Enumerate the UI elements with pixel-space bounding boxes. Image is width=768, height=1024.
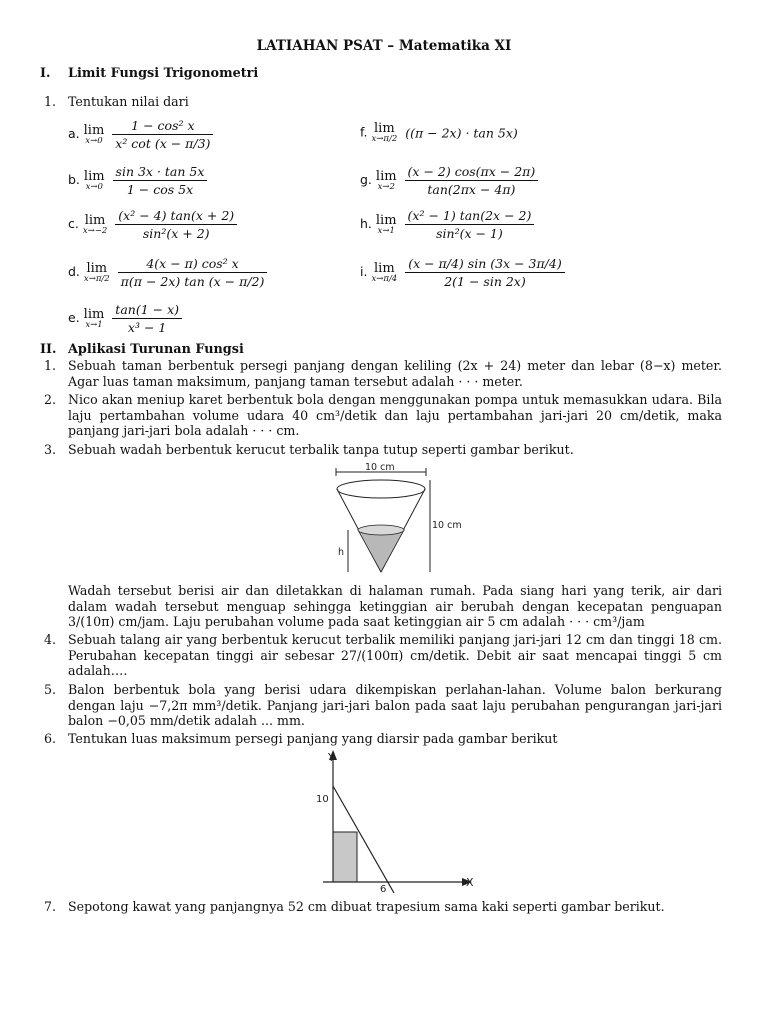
- problem-text: Sebuah talang air yang berbentuk kerucut terbalik memiliki panjang jari-jari 12 cm dan tinggi 18 cm. Perubahan kecepatan tinggi air sebesar 27/(100π) cm/detik. Debit air saat mencapai tinggi 5 cm adalah….: [68, 632, 722, 678]
- lim-word: lim: [83, 122, 105, 138]
- water-region: [358, 530, 404, 572]
- limit-label: e.: [68, 310, 80, 325]
- lim-word: lim: [375, 168, 397, 184]
- limit-numerator: (x − 2) cos(πx − 2π): [405, 164, 539, 181]
- limit-item-d: [68, 256, 267, 289]
- lim-word: lim: [86, 260, 108, 276]
- problem-text: Tentukan luas maksimum persegi panjang yang diarsir pada gambar berikut: [68, 731, 558, 746]
- limit-denominator: 1 − cos 5x: [126, 182, 194, 197]
- water-height-label: h: [338, 547, 345, 558]
- limit-numerator: (x² − 4) tan(x + 2): [115, 208, 237, 225]
- shaded-rectangle: [333, 832, 357, 882]
- limit-numerator: sin 3x · tan 5x: [113, 164, 208, 181]
- limit-denominator: x³ − 1: [127, 320, 167, 335]
- x-intercept-label: 6: [380, 884, 387, 895]
- problem-number: 6.: [44, 731, 57, 746]
- limit-numerator: 4(x − π) cos² x: [118, 256, 268, 273]
- problem-number: 2.: [44, 392, 57, 407]
- limit-numerator: tan(1 − x): [112, 302, 182, 319]
- limit-item-a: [68, 118, 213, 151]
- page-title: LATIAHAN PSAT – Matematika XI: [256, 38, 512, 54]
- lim-word: lim: [374, 260, 395, 276]
- problem-text: Nico akan meniup karet berbentuk bola dengan menggunakan pompa untuk memasukkan udara. Bila laju pertambahan volume udara 40 cm³/detik dan laju pertambahan jari-jari 20 cm/detik, maka panjang jari-jari bola adalah · · · cm.: [68, 392, 722, 438]
- limit-label: g.: [360, 172, 372, 187]
- limit-item-f: [360, 122, 518, 144]
- lim-sub: x→1: [85, 319, 103, 330]
- problem-number: 5.: [44, 682, 57, 697]
- problem-text: Balon berbentuk bola yang berisi udara dikempiskan perlahan-lahan. Volume balon berkurang dengan laju −7,2π mm³/detik. Panjang jari-jari balon pada saat laju perubahan pengurangan jari-jari balon −0,05 mm/detik adalah ... mm.: [68, 682, 722, 728]
- limit-numerator: (x − π/4) sin (3x − 3π/4): [405, 256, 565, 273]
- limit-numerator: 1 − cos² x: [112, 118, 213, 135]
- cone-figure: [330, 460, 470, 580]
- y-axis-label: Y: [328, 751, 335, 764]
- lim-sub: x→π/2: [83, 273, 110, 284]
- x-axis-label: X: [466, 876, 474, 889]
- problem-number: 3.: [44, 442, 57, 457]
- lim-sub: x→−2: [82, 225, 108, 236]
- question-1-number: 1.: [44, 94, 57, 109]
- limit-label: b.: [68, 172, 80, 187]
- problem-number: 1.: [44, 358, 57, 373]
- graph-figure: [308, 748, 488, 896]
- limit-denominator: tan(2πx − 4π): [427, 182, 516, 197]
- limit-label: d.: [68, 264, 80, 279]
- lim-sub: x→π/4: [371, 273, 398, 284]
- lim-word: lim: [83, 168, 105, 184]
- y-intercept-label: 10: [316, 794, 329, 805]
- lim-word: lim: [375, 212, 397, 228]
- problem-number: 7.: [44, 899, 57, 914]
- limit-denominator: π(π − 2x) tan (x − π/2): [120, 274, 265, 289]
- limit-item-g: [360, 164, 538, 197]
- lim-sub: x→π/2: [371, 134, 398, 144]
- problem-number: 4.: [44, 632, 57, 647]
- lim-sub: x→0: [85, 135, 103, 146]
- problem-text: Sebuah wadah berbentuk kerucut terbalik tanpa tutup seperti gambar berikut.: [68, 442, 574, 457]
- lim-word: lim: [374, 121, 395, 136]
- lim-sub: x→0: [85, 181, 103, 192]
- cone-right-label: 10 cm: [432, 520, 462, 531]
- limit-label: i.: [360, 264, 368, 279]
- section-1-heading: Limit Fungsi Trigonometri: [68, 66, 259, 81]
- section-1-numeral: I.: [40, 66, 51, 81]
- cone-rim: [337, 480, 425, 498]
- lim-sub: x→2: [377, 181, 395, 192]
- limit-denominator: x² cot (x − π/3): [115, 136, 211, 151]
- limit-denominator: sin²(x − 1): [436, 226, 503, 241]
- lim-word: lim: [84, 212, 106, 228]
- limit-denominator: sin²(x + 2): [142, 226, 210, 241]
- limit-item-c: [68, 208, 237, 241]
- question-1-text: Tentukan nilai dari: [68, 94, 189, 109]
- limit-item-i: [360, 256, 565, 289]
- limit-label: a.: [68, 126, 80, 141]
- limit-item-e: [68, 302, 182, 335]
- limit-label: h.: [360, 216, 372, 231]
- lim-sub: x→1: [377, 225, 395, 236]
- limit-item-h: [360, 208, 534, 241]
- section-2-heading: Aplikasi Turunan Fungsi: [68, 342, 244, 357]
- problem-text: Wadah tersebut berisi air dan diletakkan di halaman rumah. Pada siang hari yang terik, air dari dalam wadah tersebut menguap sehingga ketinggian air berubah dengan kecepatan penguapan 3/(10π) cm/jam. Laju perubahan volume pada saat ketinggian air 5 cm adalah · · · cm³/jam: [68, 583, 722, 629]
- limit-label: f.: [360, 124, 368, 140]
- limit-item-b: [68, 164, 207, 197]
- limit-label: c.: [68, 216, 79, 231]
- limit-expression: ((π − 2x) · tan 5x): [405, 125, 518, 141]
- cone-top-label: 10 cm: [365, 462, 395, 473]
- limit-denominator: 2(1 − sin 2x): [444, 274, 526, 289]
- problem-text: Sepotong kawat yang panjangnya 52 cm dibuat trapesium sama kaki seperti gambar berikut.: [68, 899, 665, 914]
- limit-numerator: (x² − 1) tan(2x − 2): [405, 208, 535, 225]
- section-2-numeral: II.: [40, 342, 57, 357]
- lim-word: lim: [83, 306, 105, 322]
- problem-text: Sebuah taman berbentuk persegi panjang dengan keliling (2x + 24) meter dan lebar (8−x) meter. Agar luas taman maksimum, panjang taman tersebut adalah · · · meter.: [68, 358, 722, 389]
